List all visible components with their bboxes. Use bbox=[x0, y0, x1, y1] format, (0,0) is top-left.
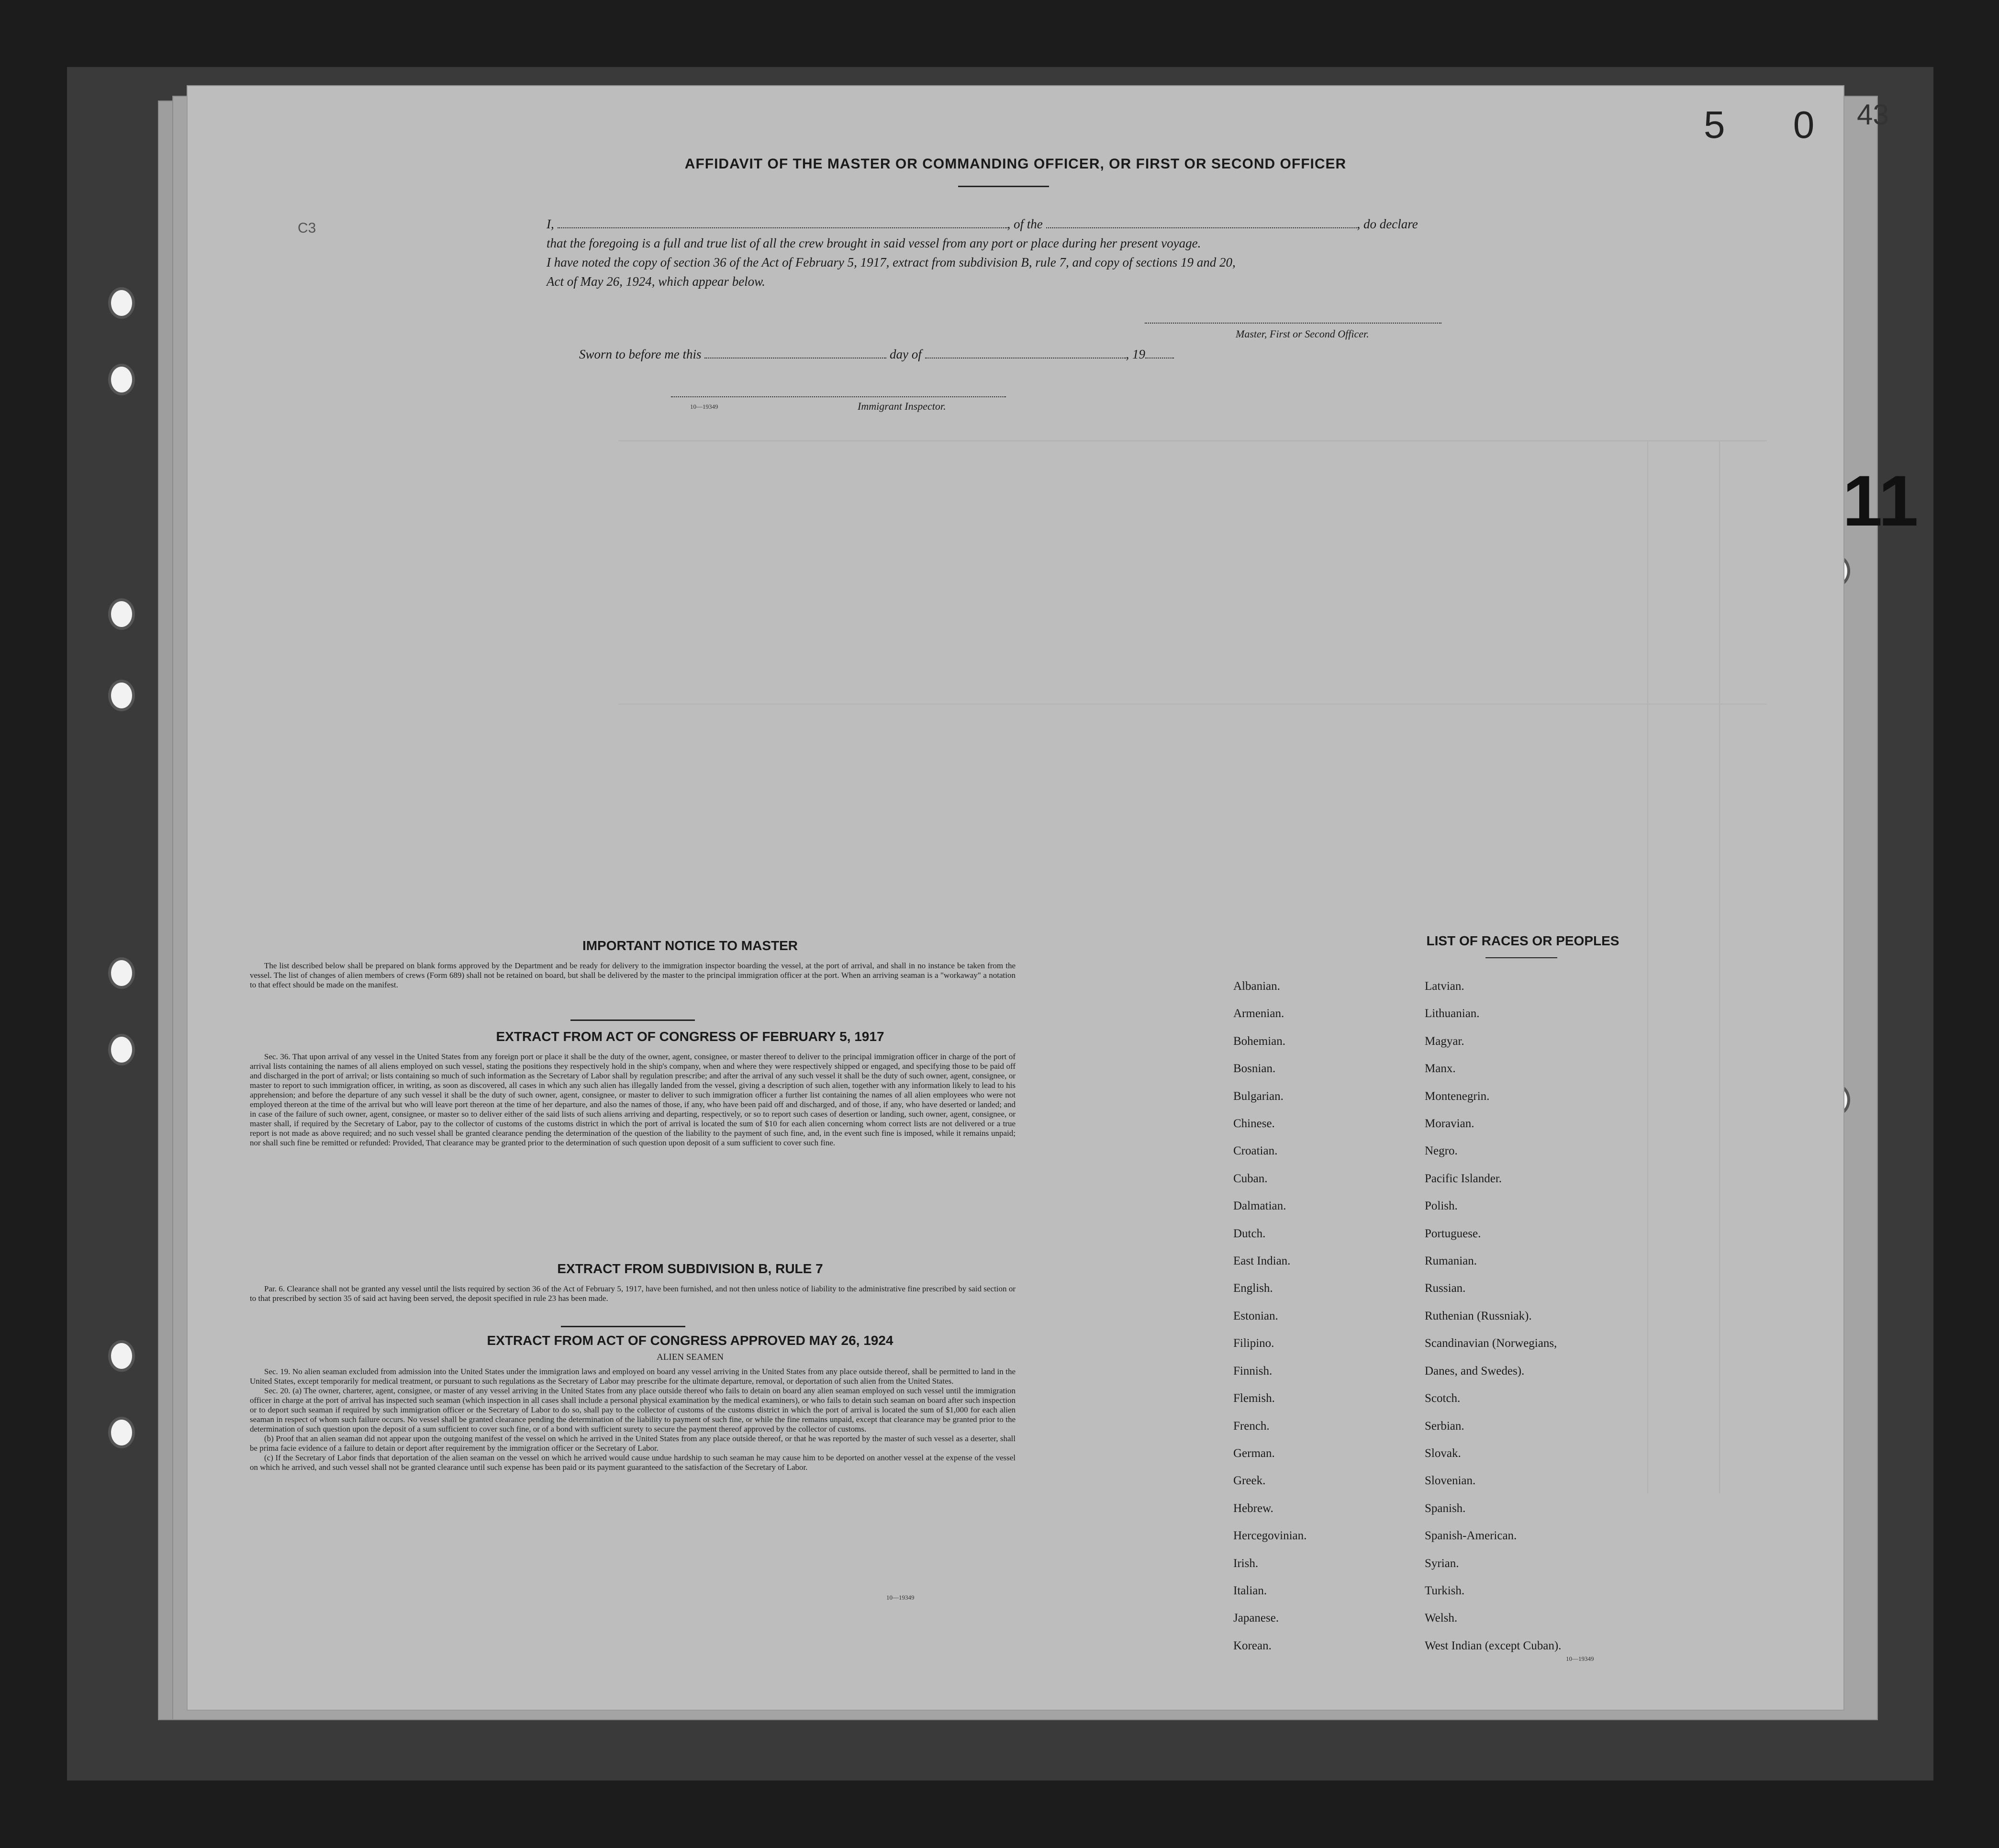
binder-hole bbox=[108, 287, 135, 319]
race-item: Slovak. bbox=[1425, 1446, 1461, 1460]
sec36-paragraph: Sec. 36. That upon arrival of any vessel in the United States from any foreign port or place it shall be the duty of the owner, agent, consignee, or master thereof to deliver to the principal immigration officer in charge of the port of arrival lists containing the names of all aliens employed on such vessel, stating the positions they respectively hold in the ship's company, when and where they were respectively shipped or engaged, and specifying those to be paid off and discharged in the port of arrival; or lists containing so much of such information as the Secretary of Labor shall by regulation prescribe; and after the arrival of any such vessel it shall be the duty of such owner, agent, consignee, or master to report to such immigration officer, in writing, as soon as discovered, all cases in which any such alien has illegally landed from the vessel, giving a description of such alien, together with any information likely to lead to his apprehension; and before the departure of any such vessel it shall be the duty of such owner, agent, consignee, or master to deliver to such immigration officer a further list containing the names of all alien employees who were not employed thereon at the time of the arrival but who will leave port thereon at the time of her departure, and also the names of those, if any, who have been paid off and discharged, and of those, if any, who have deserted or landed; and in case of the failure of such owner, agent, consignee, or master so to deliver either of the said lists of such aliens arriving and departing, respectively, or so to report such cases of desertion or landing, such owner, agent, consignee, or master shall, if required by the Secretary of Labor, pay to the collector of customs of the customs district in which the port of arrival is located the sum of $10 for each alien concerning whom correct lists are not delivered or a true report is not made as above required; and no such vessel shall be granted clearance pending the determination of the question of the liability to the payment of such fine, and, in the event such fine is imposed, while it remains unpaid; nor shall such fine be remitted or refunded: Provided, That clearance may be granted prior to the determination of such question upon deposit of a sum sufficient to cover such fine. bbox=[250, 1052, 1016, 1147]
race-item: Korean. bbox=[1233, 1639, 1272, 1652]
race-item: Russian. bbox=[1425, 1282, 1466, 1295]
race-item: Moravian. bbox=[1425, 1117, 1474, 1131]
extract-1924-text bbox=[250, 1367, 1016, 1472]
race-item: Finnish. bbox=[1233, 1364, 1273, 1378]
sworn-line bbox=[579, 345, 1441, 364]
sec20a-paragraph: Sec. 20. (a) The owner, charterer, agent, consignee, or master of any vessel arriving in the United States from any place outside thereof who fails to detain on board any alien seaman employed on such vessel until the immigration officer in charge at the port of arrival has inspected such seaman (which inspection in all cases shall include a personal physical examination by the medical examiners), or who fails to detain such seaman on board after such inspection or to deport such seaman if required by such immigration officer or the Secretary of Labor to do so, shall pay to the collector of customs of the customs district in which the port of arrival is located the sum of $1,000 for each alien seaman in respect of whom such failure occurs. No vessel shall be granted clearance pending the determination of the liability to payment of such fine, or while the fine remains unpaid, except that clearance may be granted prior to the determination of such question upon the deposit of a sum sufficient to cover such fine, or of a bond with sufficient surety to secure the payment thereof approved by the collector of customs. bbox=[250, 1386, 1016, 1434]
binder-hole bbox=[108, 364, 135, 395]
form-number: 10—19349 bbox=[886, 1594, 915, 1601]
sec20b-paragraph: (b) Proof that an alien seaman did not appear upon the outgoing manifest of the vessel on which he arrived in the United States from any place outside thereof, or that he was reported by the master of such vessel as a deserter, shall be prima facie evidence of a failure to detain or deport after requirement by the immigration officer or the Secretary of Labor. bbox=[250, 1434, 1016, 1453]
binder-hole bbox=[108, 1340, 135, 1372]
master-signature-label: Master, First or Second Officer. bbox=[1236, 328, 1369, 340]
declaration-mid: , of the bbox=[1007, 217, 1043, 231]
extract-1917-text bbox=[250, 1052, 1016, 1148]
race-item: Pacific Islander. bbox=[1425, 1172, 1502, 1185]
race-item: Bulgarian. bbox=[1233, 1089, 1284, 1103]
race-item: Montenegrin. bbox=[1425, 1089, 1490, 1103]
race-item: Spanish. bbox=[1425, 1501, 1466, 1515]
race-item: Italian. bbox=[1233, 1584, 1267, 1597]
par6-paragraph: Par. 6. Clearance shall not be granted any vessel until the lists required by section 36 of the Act of February 5, 1917, have been furnished, and not then unless notice of liability to the administrative fine prescribed by said section or to that prescribed by section 35 of said act having been served, the deposit specified in rule 23 has been made. bbox=[250, 1284, 1016, 1303]
extract-1917-title: EXTRACT FROM ACT OF CONGRESS OF FEBRUARY 5, 1917 bbox=[496, 1029, 884, 1044]
inspector-label: Immigrant Inspector. bbox=[858, 400, 946, 412]
race-item: Scotch. bbox=[1425, 1392, 1461, 1405]
race-item: Estonian. bbox=[1233, 1309, 1278, 1322]
binder-hole bbox=[108, 598, 135, 630]
affidavit-page bbox=[187, 85, 1844, 1711]
binder-hole bbox=[108, 957, 135, 989]
affidavit-declaration bbox=[547, 214, 1523, 291]
declaration-line2: that the foregoing is a full and true list of all the crew brought in said vessel from any port or place during her present voyage. bbox=[547, 236, 1201, 250]
alien-seamen-subtitle: ALIEN SEAMEN bbox=[657, 1352, 724, 1362]
race-item: Japanese. bbox=[1233, 1612, 1279, 1625]
races-left-column bbox=[1233, 973, 1307, 1659]
sworn-suffix: , 19 bbox=[1126, 347, 1145, 361]
race-item: Scandinavian (Norwegians, Danes, and Swedes). bbox=[1425, 1337, 1557, 1378]
notice-paragraph: The list described below shall be prepared on blank forms approved by the Department and be ready for delivery to the immigration inspector boarding the vessel, at the port of arrival, and shall in no instance be taken from the vessel. The list of changes of alien members of crews (Form 689) shall not be retained on board, but shall be delivered by the master to the principal immigration officer at the port. When an arriving seaman is a "workaway" a notation to that effect should be made on the manifest. bbox=[250, 961, 1016, 989]
race-item: English. bbox=[1233, 1282, 1273, 1295]
inspector-signature-line bbox=[671, 396, 1006, 397]
race-item: Croatian. bbox=[1233, 1144, 1278, 1158]
notice-text bbox=[250, 961, 1016, 990]
sworn-prefix: Sworn to before me this bbox=[579, 347, 702, 361]
declaration-prefix: I, bbox=[547, 217, 554, 231]
race-item: Dalmatian. bbox=[1233, 1199, 1286, 1213]
race-item: Latvian. bbox=[1425, 980, 1464, 993]
section-divider bbox=[561, 1326, 685, 1327]
binder-hole bbox=[108, 1417, 135, 1448]
race-item: Welsh. bbox=[1425, 1612, 1458, 1625]
race-item: Albanian. bbox=[1233, 980, 1280, 993]
race-item: Flemish. bbox=[1233, 1392, 1275, 1405]
handwritten-page-number: 5 0 bbox=[1704, 103, 1843, 146]
races-divider bbox=[1485, 957, 1557, 958]
sec20c-paragraph: (c) If the Secretary of Labor finds that deportation of the alien seaman on the vessel on which he arrived would cause undue hardship to such seaman he may cause him to be deported on another vessel at the expense of the vessel on which he arrived, and such vessel shall not be granted clearance until such expense has been paid or its payment guaranteed to the satisfaction of the Secretary of Labor. bbox=[250, 1453, 1016, 1472]
race-item: West Indian (except Cuban). bbox=[1425, 1639, 1562, 1652]
margin-mark: C3 bbox=[298, 220, 316, 236]
race-item: German. bbox=[1233, 1446, 1275, 1460]
race-item: Magyar. bbox=[1425, 1034, 1464, 1048]
race-item: Bohemian. bbox=[1233, 1034, 1286, 1048]
binder-hole bbox=[108, 680, 135, 711]
extract-rule7-title: EXTRACT FROM SUBDIVISION B, RULE 7 bbox=[557, 1261, 823, 1276]
race-item: Greek. bbox=[1233, 1474, 1266, 1488]
race-item: Manx. bbox=[1425, 1062, 1456, 1075]
affidavit-title: AFFIDAVIT OF THE MASTER OR COMMANDING OFFICER, OR FIRST OR SECOND OFFICER bbox=[684, 156, 1347, 172]
declaration-line4: Act of May 26, 1924, which appear below. bbox=[547, 274, 765, 289]
notice-title: IMPORTANT NOTICE TO MASTER bbox=[582, 938, 798, 953]
race-item: Bosnian. bbox=[1233, 1062, 1276, 1075]
race-item: Filipino. bbox=[1233, 1337, 1274, 1350]
vessel-name-blank bbox=[1046, 227, 1357, 228]
race-item: Syrian. bbox=[1425, 1557, 1459, 1570]
race-item: Serbian. bbox=[1425, 1419, 1464, 1433]
races-right-column bbox=[1425, 973, 1561, 1659]
race-item: Armenian. bbox=[1233, 1007, 1284, 1020]
title-divider bbox=[958, 186, 1049, 187]
race-item: East Indian. bbox=[1233, 1254, 1291, 1268]
race-item: Chinese. bbox=[1233, 1117, 1275, 1131]
race-item: Polish. bbox=[1425, 1199, 1458, 1213]
section-divider bbox=[570, 1019, 695, 1021]
form-number: 10—19349 bbox=[690, 403, 718, 410]
race-item: Slovenian. bbox=[1425, 1474, 1476, 1488]
handwritten-corner-number: 43 bbox=[1857, 99, 1889, 131]
race-item: Cuban. bbox=[1233, 1172, 1268, 1185]
race-item: Irish. bbox=[1233, 1557, 1259, 1570]
binder-hole bbox=[108, 1034, 135, 1065]
race-item: Portuguese. bbox=[1425, 1227, 1481, 1240]
race-item: Hebrew. bbox=[1233, 1501, 1273, 1515]
race-item: Spanish-American. bbox=[1425, 1529, 1517, 1543]
race-item: Turkish. bbox=[1425, 1584, 1465, 1597]
race-item: Lithuanian. bbox=[1425, 1007, 1480, 1020]
races-title: LIST OF RACES OR PEOPLES bbox=[1426, 933, 1619, 948]
extract-1924-title: EXTRACT FROM ACT OF CONGRESS APPROVED MAY 26, 1924 bbox=[487, 1333, 893, 1348]
race-item: Dutch. bbox=[1233, 1227, 1266, 1240]
declaration-suffix: , do declare bbox=[1357, 217, 1418, 231]
race-item: Negro. bbox=[1425, 1144, 1458, 1158]
officer-name-blank bbox=[558, 227, 1007, 228]
declaration-line3: I have noted the copy of section 36 of the Act of February 5, 1917, extract from subdivision B, rule 7, and copy of sections 19 and 20, bbox=[547, 255, 1236, 269]
handwritten-margin-mark: 11 bbox=[1843, 460, 1919, 541]
sworn-mid: day of bbox=[890, 347, 922, 361]
sec19-paragraph: Sec. 19. No alien seaman excluded from admission into the United States under the immigration laws and employed on board any vessel arriving in the United States from any place outside thereof, shall be permitted to land in the United States, except temporarily for medical treatment, or pursuant to such regulations as the Secretary of Labor may prescribe for the ultimate departure, removal, or deportation of such alien from the United States. bbox=[250, 1367, 1016, 1386]
race-item: Ruthenian (Russniak). bbox=[1425, 1309, 1532, 1322]
race-item: French. bbox=[1233, 1419, 1270, 1433]
race-item: Hercegovinian. bbox=[1233, 1529, 1307, 1543]
race-item: Rumanian. bbox=[1425, 1254, 1477, 1268]
master-signature-line bbox=[1145, 323, 1441, 324]
extract-rule7-text bbox=[250, 1284, 1016, 1303]
form-number: 10—19349 bbox=[1566, 1655, 1594, 1662]
